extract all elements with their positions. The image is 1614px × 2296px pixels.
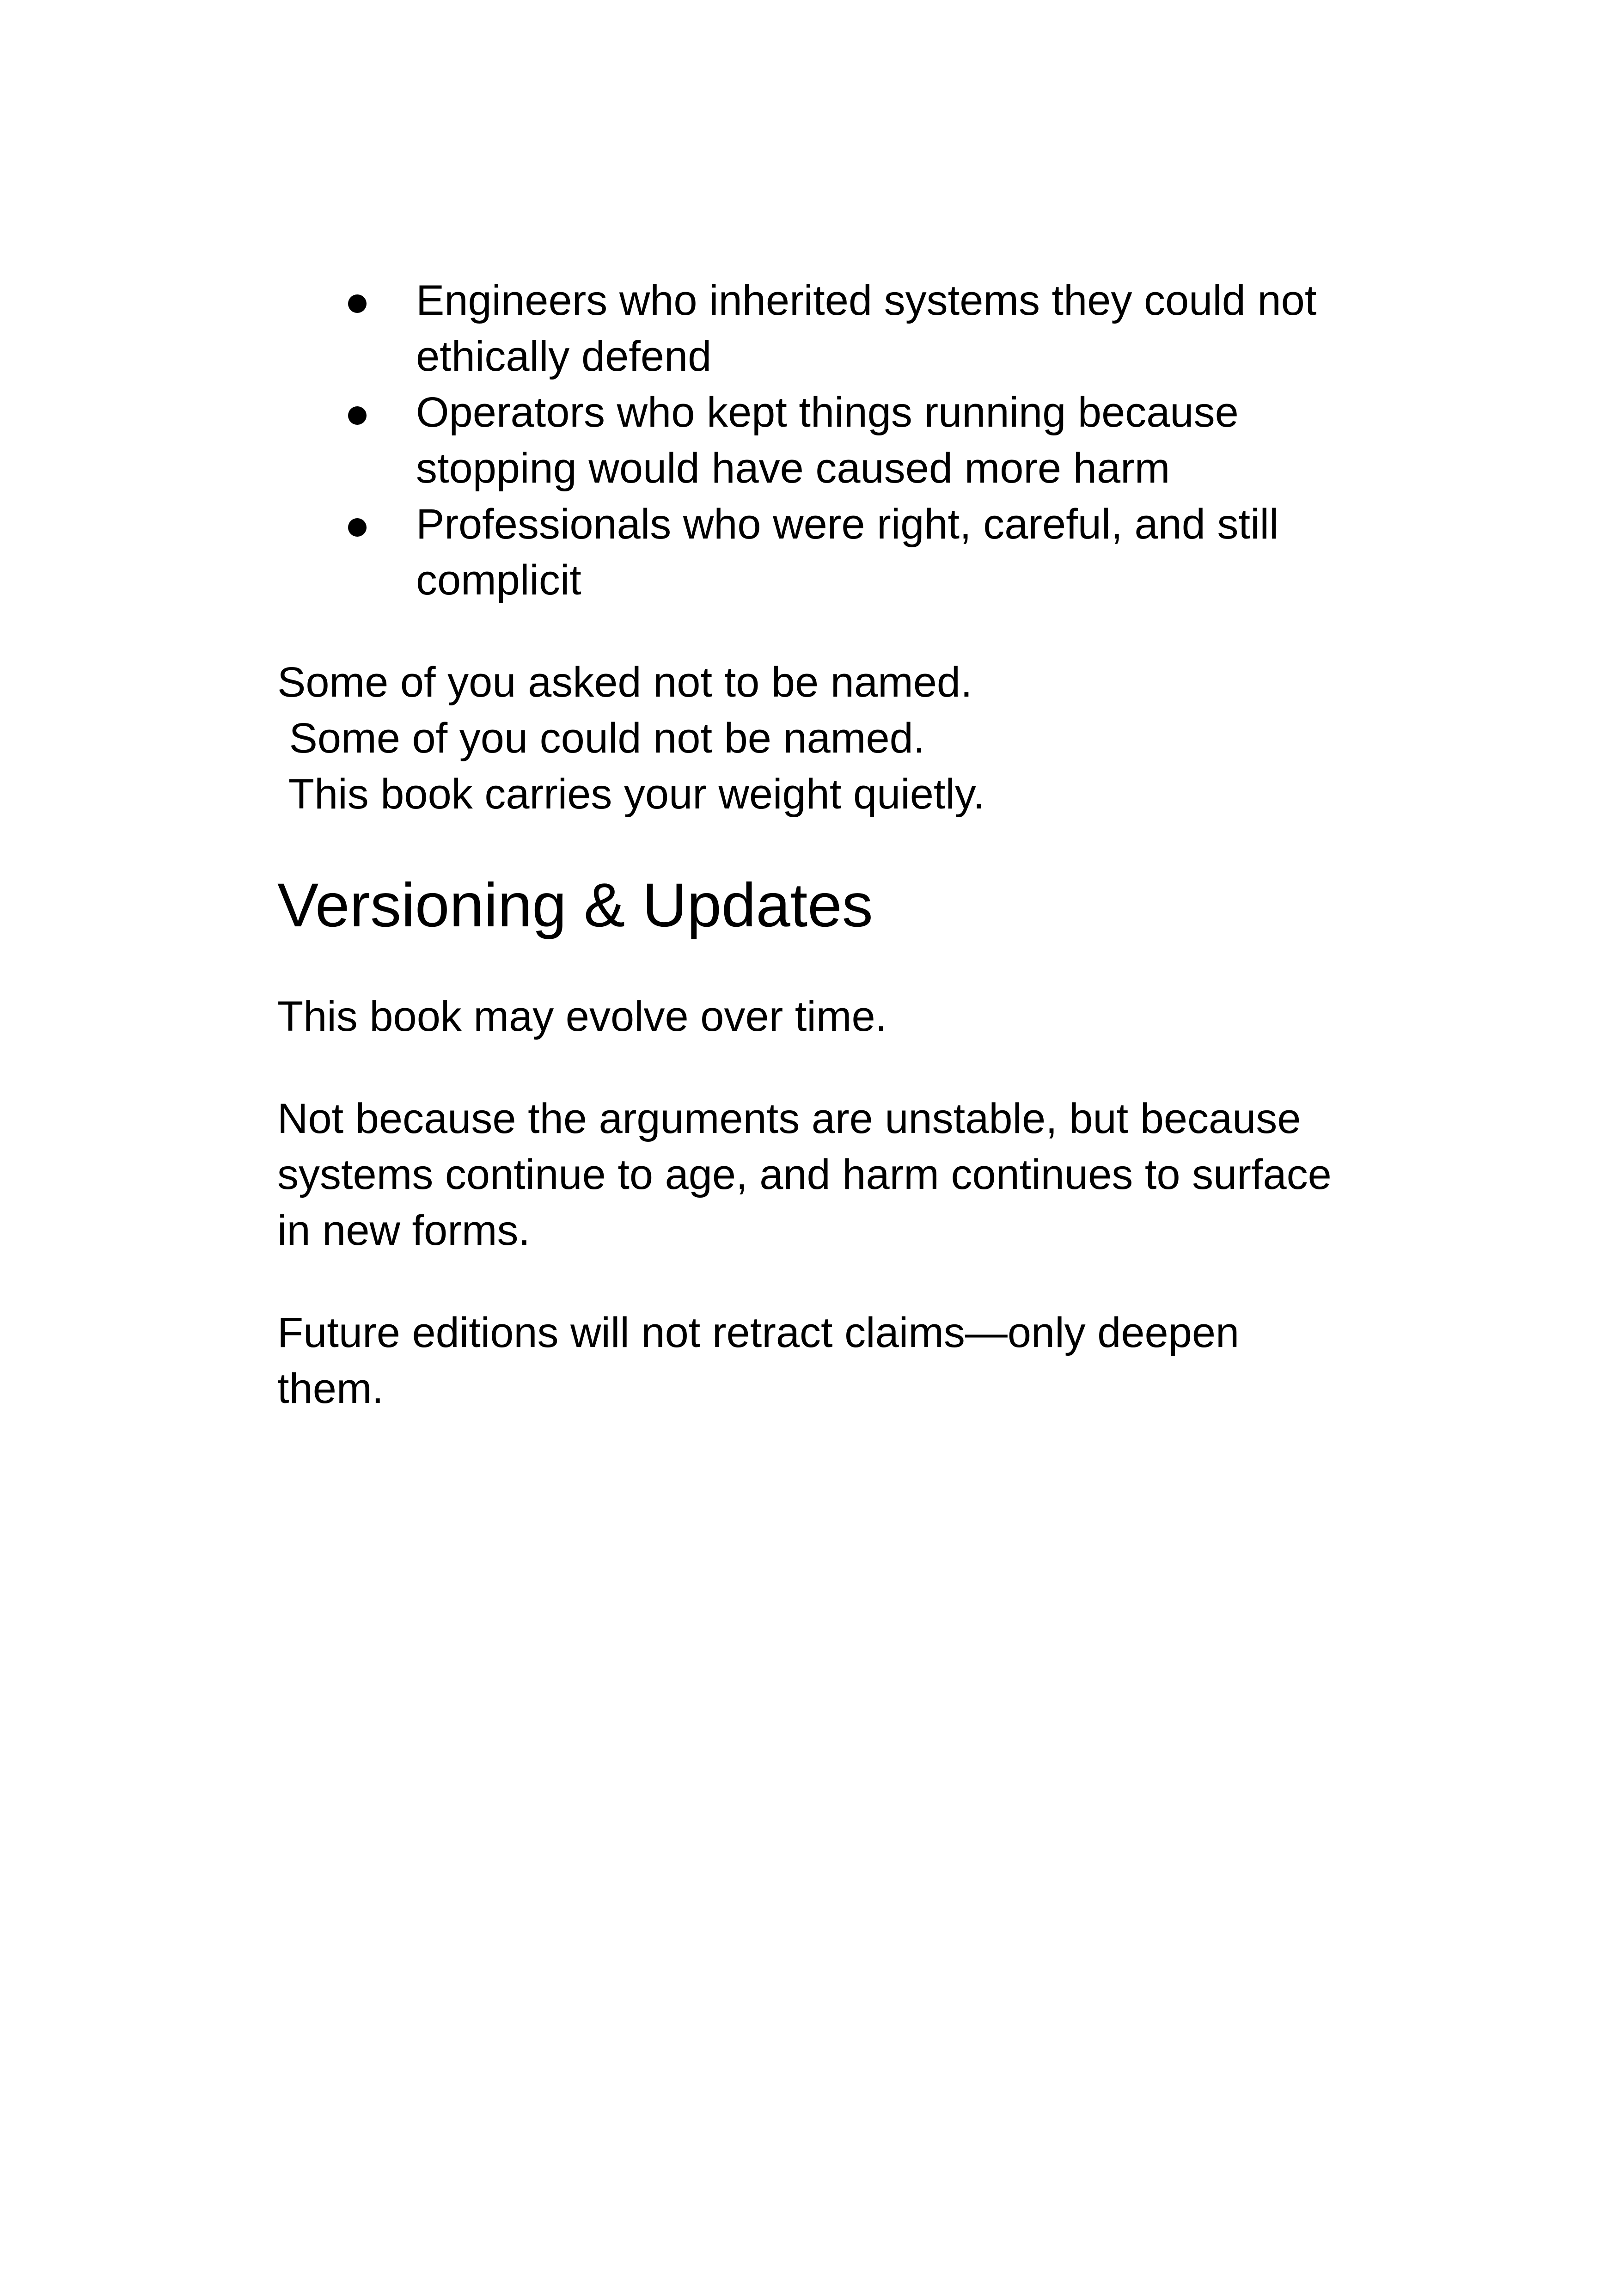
list-item (277, 385, 1350, 496)
list-item (277, 496, 1350, 608)
bullet-icon (348, 518, 367, 537)
bullet-text: Engineers who inherited systems they could not ethically defend (416, 277, 1317, 380)
bullet-text: Professionals who were right, careful, and still complicit (416, 501, 1279, 604)
acknowledgement-line: This book carries your weight quietly. (277, 771, 985, 818)
bullet-text: Operators who kept things running because stopping would have caused more harm (416, 389, 1239, 492)
page-content (277, 273, 1350, 1417)
paragraph: Not because the arguments are unstable, but because systems continue to age, and harm continues to surface in new forms. (277, 1095, 1332, 1254)
bullet-icon (348, 294, 367, 313)
bullet-icon (348, 406, 367, 425)
acknowledgement-note (277, 655, 1350, 822)
paragraph: Future editions will not retract claims—only deepen them. (277, 1309, 1240, 1412)
bullet-list (277, 273, 1350, 608)
paragraph: This book may evolve over time. (277, 993, 887, 1040)
acknowledgement-line: Some of you could not be named. (277, 715, 925, 762)
section-heading: Versioning & Updates (277, 871, 873, 940)
list-item (277, 273, 1350, 385)
acknowledgement-line: Some of you asked not to be named. (277, 659, 972, 706)
